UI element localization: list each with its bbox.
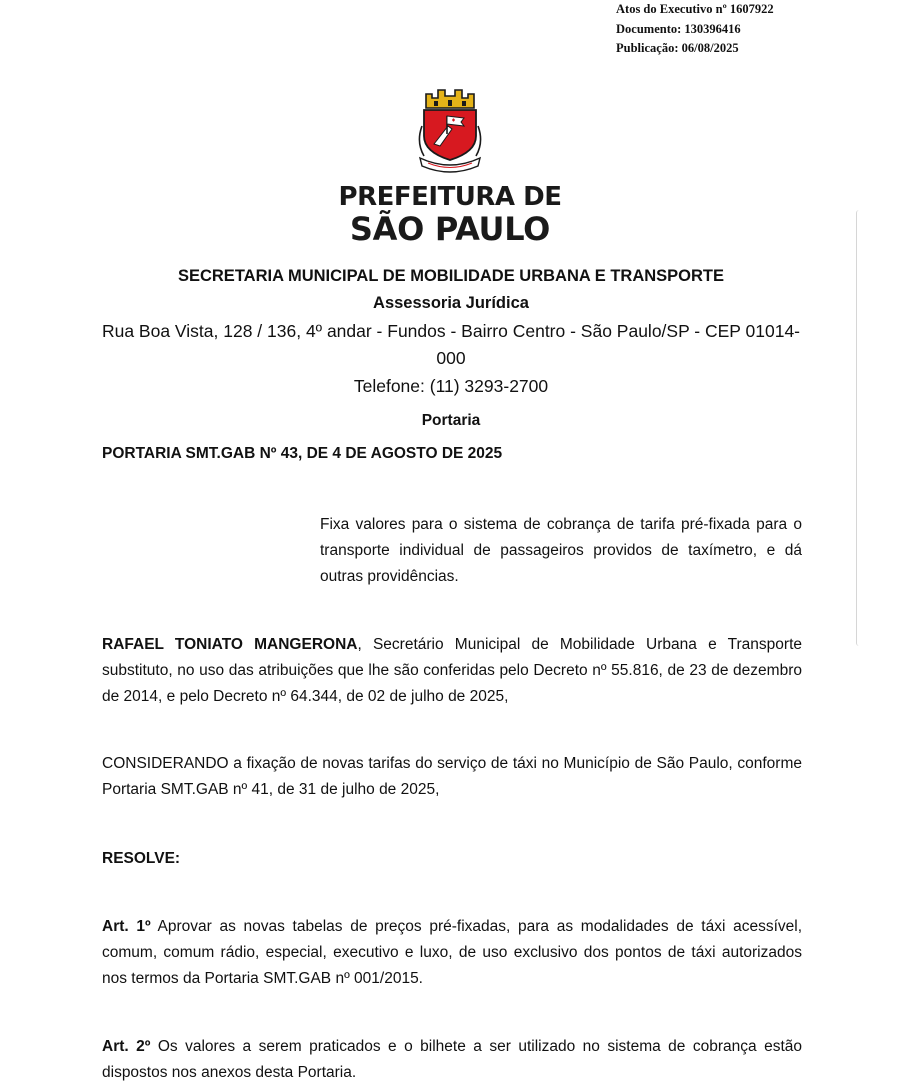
- resolve-heading: RESOLVE:: [102, 850, 181, 867]
- considerando-paragraph: CONSIDERANDO a fixação de novas tarifas do serviço de táxi no Município de São Paulo, conforme Portaria SMT.GAB nº 41, de 31 de julho de 2025,: [102, 755, 802, 798]
- ementa-summary: Fixa valores para o sistema de cobrança de tarifa pré-fixada para o transporte individual de passageiros providos de taxímetro, e dá outras providências.: [320, 516, 802, 585]
- atos-number: Atos do Executivo nº 1607922: [616, 2, 774, 16]
- preamble-text: , Secretário Municipal de Mobilidade Urbana e Transporte substituto, no uso das atribuições que lhe são conferidas pelo Decreto nº 55.816, de 23 de dezembro de 2014, e pelo Decreto nº 64.344, de 02 de julho de 2025,: [102, 636, 802, 705]
- document-type: Portaria: [421, 412, 481, 429]
- address: Rua Boa Vista, 128 / 136, 4º andar - Fundos - Bairro Centro - São Paulo/SP - CEP 01014-000: [101, 321, 801, 368]
- article-2-label: Art. 2º: [102, 1038, 151, 1055]
- article-1: [102, 914, 802, 992]
- publication-metadata: [616, 0, 774, 59]
- signatory-name: RAFAEL TONIATO MANGERONA: [102, 636, 358, 653]
- unit-name: Assessoria Jurídica: [373, 294, 529, 312]
- preamble-paragraph: [102, 632, 802, 710]
- article-2: [102, 1034, 802, 1086]
- document-number: Documento: 130396416: [616, 21, 741, 36]
- article-1-text: Aprovar as novas tabelas de preços pré-fixadas, para as modalidades de táxi acessível, comum, comum rádio, especial, executivo e luxo, de uso exclusivo dos pontos de táxi autorizados nos termos da Portaria SMT.GAB nº 001/2015.: [102, 918, 802, 987]
- brand-line-1: PREFEITURA DE: [338, 182, 562, 212]
- article-2-text: Os valores a serem praticados e o bilhete a ser utilizado no sistema de cobrança estão dispostos nos anexos desta Portaria.: [102, 1038, 802, 1081]
- sao-paulo-coat-of-arms-icon: [414, 86, 486, 178]
- brand-line-2: SÃO PAULO: [349, 210, 551, 248]
- publication-date: Publicação: 06/08/2025: [616, 41, 739, 55]
- department-name: SECRETARIA MUNICIPAL DE MOBILIDADE URBANA E TRANSPORTE: [177, 267, 725, 285]
- phone: Telefone: (11) 3293-2700: [353, 376, 549, 396]
- document-title: PORTARIA SMT.GAB Nº 43, DE 4 DE AGOSTO DE 2025: [102, 445, 503, 462]
- page-edge-divider: [856, 210, 860, 646]
- article-1-label: Art. 1º: [102, 918, 151, 935]
